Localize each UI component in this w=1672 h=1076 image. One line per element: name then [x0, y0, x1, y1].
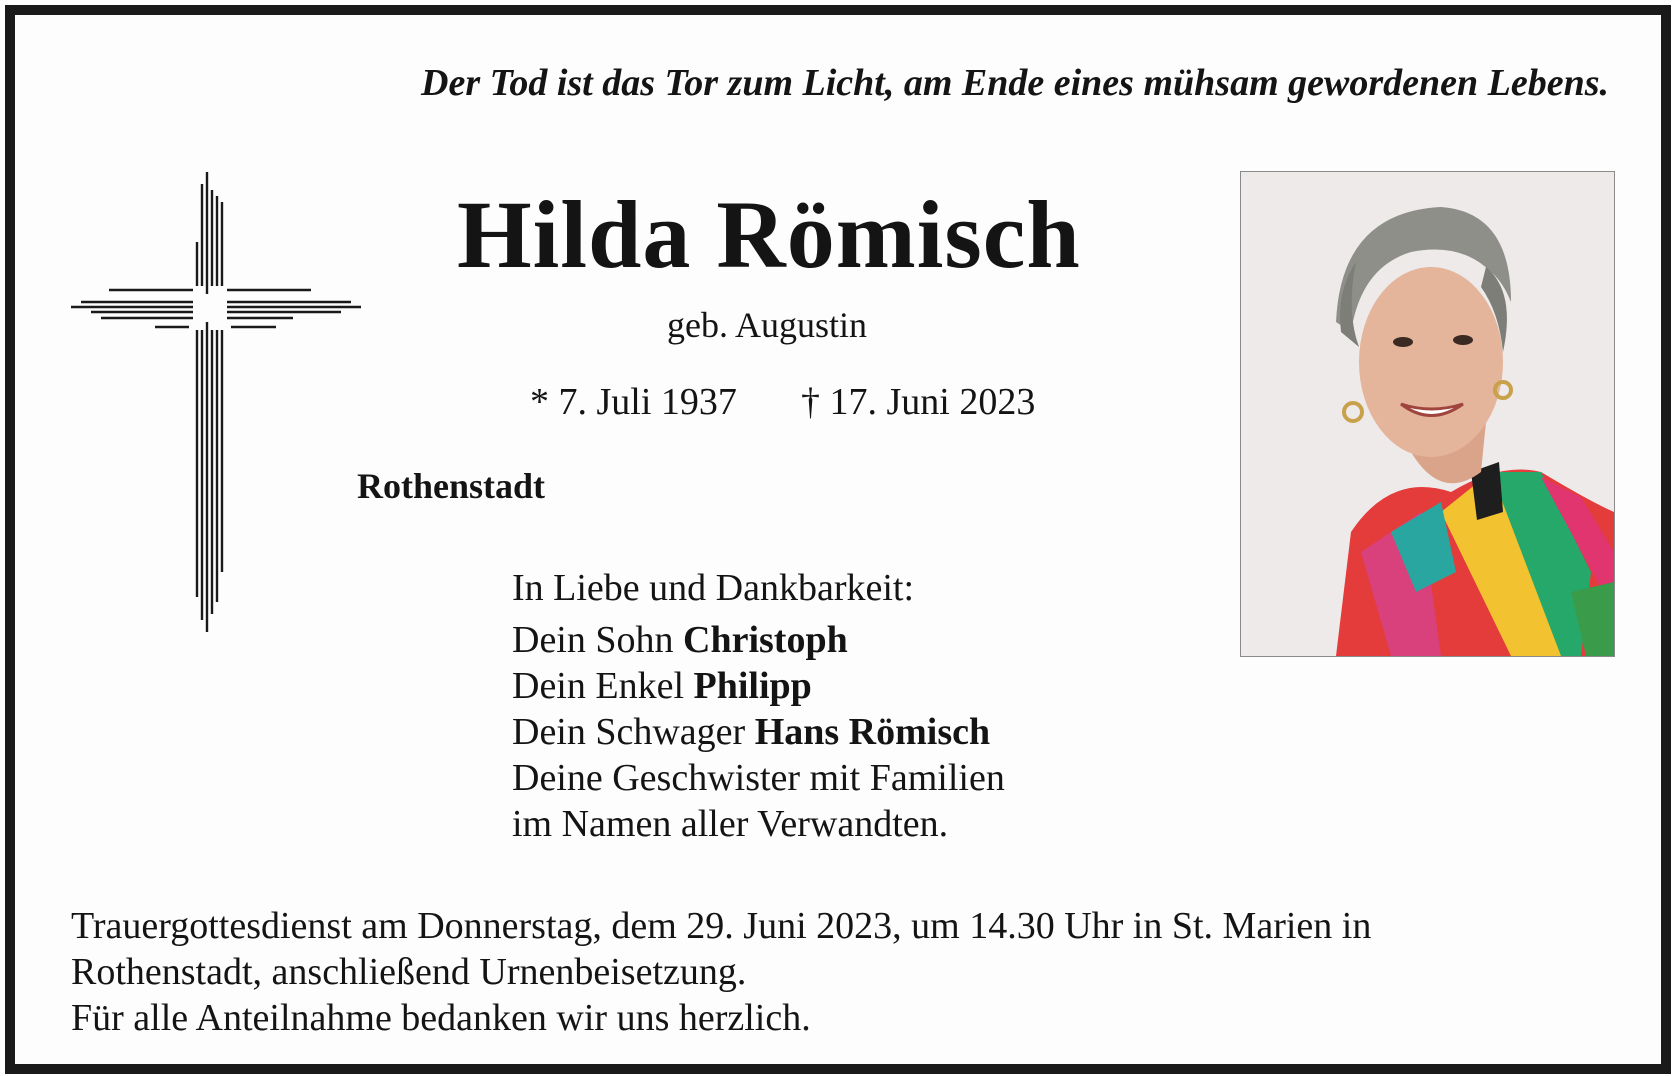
mourner-name: Hans Römisch: [754, 711, 991, 753]
mourner-relation: Dein Enkel: [512, 665, 694, 707]
service-info: [71, 903, 1631, 1041]
birth-date: * 7. Juli 1937: [530, 381, 737, 423]
mourner-line: [512, 663, 1005, 709]
hometown: Rothenstadt: [357, 466, 546, 506]
mourner-line: [512, 801, 1005, 847]
thanks-line: Für alle Anteilnahme bedanken wir uns herzlich.: [71, 997, 811, 1039]
mourner-line: [512, 755, 1005, 801]
mourners-list: [512, 565, 1005, 847]
mourner-relation: Dein Schwager: [512, 711, 755, 753]
motto: Der Tod ist das Tor zum Licht, am Ende eines mühsam gewordenen Lebens.: [421, 62, 1609, 104]
mourners-intro: In Liebe und Dankbarkeit:: [512, 567, 915, 609]
portrait-photo: [1240, 171, 1615, 657]
death-date: † 17. Juni 2023: [801, 381, 1036, 423]
mourner-relation: im Namen aller Verwandten.: [512, 803, 949, 845]
mourner-line: [512, 709, 1005, 755]
service-line: Rothenstadt, anschließend Urnenbeisetzung.: [71, 951, 747, 993]
deceased-name: Hilda Römisch: [457, 181, 1081, 288]
mourner-name: Christoph: [683, 619, 848, 661]
service-line: Trauergottesdienst am Donnerstag, dem 29. Juni 2023, um 14.30 Uhr in St. Marien in: [71, 905, 1372, 947]
maiden-name: geb. Augustin: [666, 305, 867, 345]
mourner-relation: Deine Geschwister mit Familien: [512, 757, 1005, 799]
cross-icon: [71, 172, 361, 632]
obituary-card: [5, 5, 1671, 1074]
mourner-line: [512, 617, 1005, 663]
mourner-relation: Dein Sohn: [512, 619, 683, 661]
mourner-name: Philipp: [693, 665, 812, 707]
